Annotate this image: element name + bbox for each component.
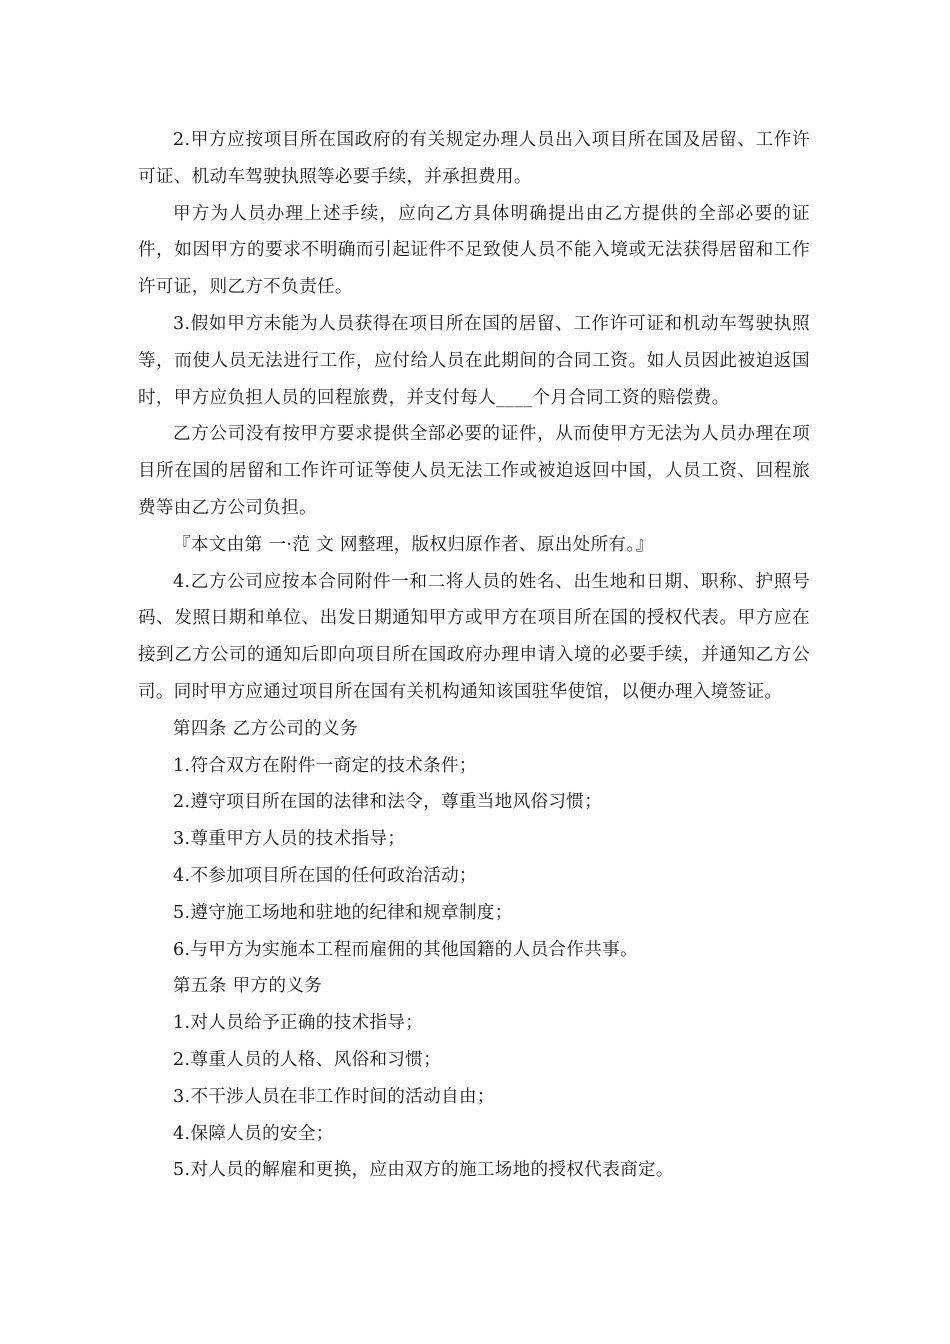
paragraph-clause-3-note: 乙方公司没有按甲方要求提供全部必要的证件，从而使甲方无法为人员办理在项目所在国的居留和工作许可证等使人员无法工作或被迫返回中国，人员工资、回程旅费等由乙方公司负担。 [138,424,810,518]
paragraph-clause-2: 2.甲方应按项目所在国政府的有关规定办理人员出入项目所在国及居留、工作许可证、机动车驾驶执照等必要手续，并承担费用。 [138,130,810,187]
paragraph-clause-4: 4.乙方公司应按本合同附件一和二将人员的姓名、出生地和日期、职称、护照号码、发照日期和单位、出发日期通知甲方或甲方在项目所在国的授权代表。甲方应在接到乙方公司的通知后即向项目所在国政府办理申请入境的必要手续，并通知乙方公司。同时甲方应通过项目所在国有关机构通知该国驻华使馆，以便办理入境签证。 [138,571,810,702]
article-5-item: 1.对人员给予正确的技术指导； [173,1013,424,1034]
paragraph-clause-3: 3.假如甲方未能为人员获得在项目所在国的居留、工作许可证和机动车驾驶执照等，而使人员无法进行工作，应付给人员在此期间的合同工资。如人员因此被迫返国时，甲方应负担人员的回程旅费，并支付每人____个月合同工资的赔偿费。 [138,313,810,408]
article-4-item: 3.尊重甲方人员的技术指导； [173,829,406,850]
document-body [138,122,810,1189]
article-4-item: 1.符合双方在附件一商定的技术条件； [173,755,477,776]
article-4-item: 6.与甲方为实施本工程而雇佣的其他国籍的人员合作共事。 [173,939,638,960]
paragraph-clause-2-note: 甲方为人员办理上述手续，应向乙方具体明确提出由乙方提供的全部必要的证件，如因甲方的要求不明确而引起证件不足致使人员不能入境或无法获得居留和工作许可证，则乙方不负责任。 [138,203,810,298]
article-4-item: 2.遵守项目所在国的法律和法令，尊重当地风俗习惯； [173,792,603,813]
article-5-title: 第五条 甲方的义务 [173,976,323,997]
article-5-item: 3.不干涉人员在非工作时间的活动自由； [173,1086,495,1107]
article-5-item: 5.对人员的解雇和更换，应由双方的施工场地的授权代表商定。 [173,1160,674,1181]
article-4-item: 4.不参加项目所在国的任何政治活动； [173,865,477,886]
article-4-item: 5.遵守施工场地和驻地的纪律和规章制度； [173,902,513,923]
source-notice: 『本文由第 一·范 文 网整理，版权归原作者、原出处所有。』 [173,534,654,555]
article-5-item: 4.保障人员的安全； [173,1123,334,1144]
article-4-title: 第四条 乙方公司的义务 [173,718,358,739]
article-5-item: 2.尊重人员的人格、风俗和习惯； [173,1049,442,1070]
